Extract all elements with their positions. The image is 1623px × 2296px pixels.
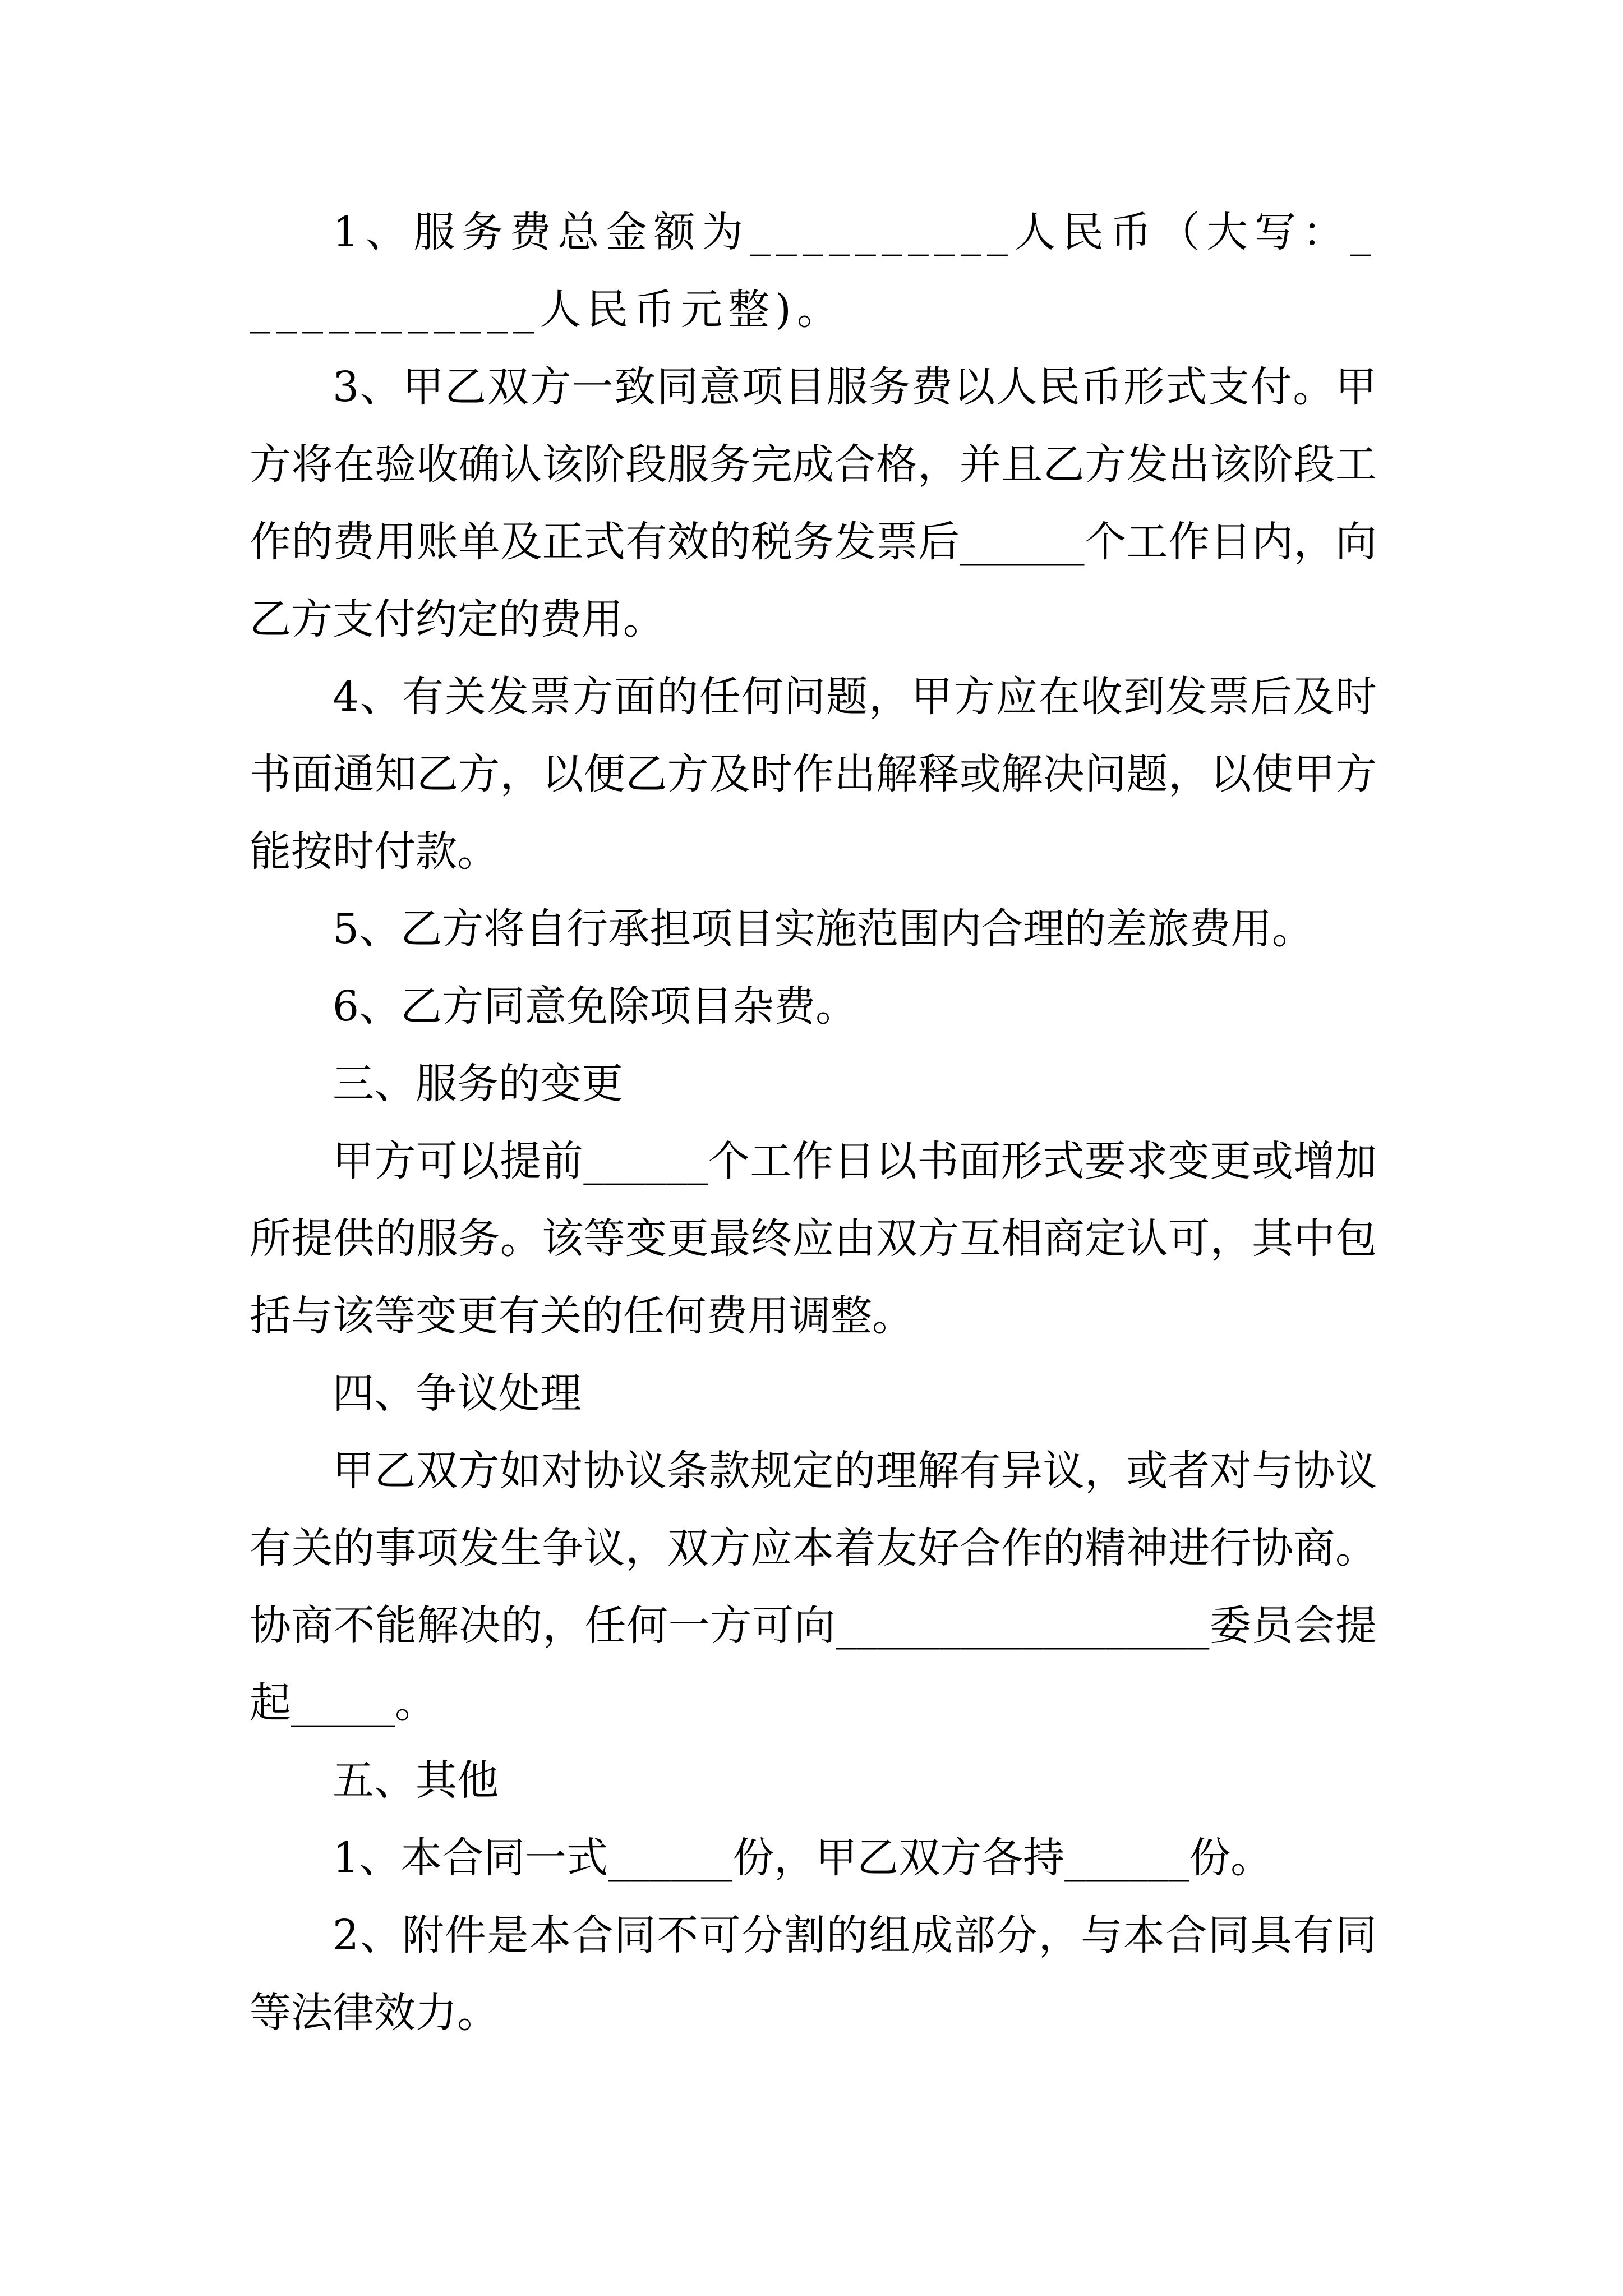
clause-payment-method: 3、甲乙双方一致同意项目服务费以人民币形式支付。甲方将在验收确认该阶段服务完成合格，并且乙方发出该阶段工作的费用账单及正式有效的税务发票后______个工作日内，向乙方支付约定的费用。: [250, 363, 1377, 643]
clause-dispute-resolution: 甲乙双方如对协议条款规定的理解有异议，或者对与协议有关的事项发生争议，双方应本着友好合作的精神进行协商。协商不能解决的，任何一方可向__________________委员会提起_____。: [250, 1447, 1377, 1727]
clause-miscellaneous-fees: 6、乙方同意免除项目杂费。: [333, 982, 857, 1030]
clause-travel-expenses: 5、乙方将自行承担项目实施范围内合理的差旅费用。: [333, 905, 1314, 953]
section-heading-service-changes: 三、服务的变更: [333, 1060, 623, 1108]
clause-invoice-issues: 4、有关发票方面的任何问题，甲方应在收到发票后及时书面通知乙方，以便乙方及时作出解释或解决问题，以使甲方能按时付款。: [250, 673, 1377, 876]
document-body: [250, 194, 1377, 2051]
section-heading-dispute-resolution: 四、争议处理: [333, 1369, 582, 1418]
clause-total-fee: 1、服务费总金额为__________人民币（大写：____________人民币元整)。: [250, 208, 1377, 334]
clause-service-changes: 甲方可以提前______个工作日以书面形式要求变更或增加所提供的服务。该等变更最终应由双方互相商定认可，其中包括与该等变更有关的任何费用调整。: [250, 1137, 1377, 1340]
clause-copies: 1、本合同一式______份，甲乙双方各持______份。: [333, 1834, 1272, 1882]
section-heading-other: 五、其他: [333, 1756, 499, 1805]
clause-attachments: 2、附件是本合同不可分割的组成部分，与本合同具有同等法律效力。: [250, 1911, 1377, 2037]
